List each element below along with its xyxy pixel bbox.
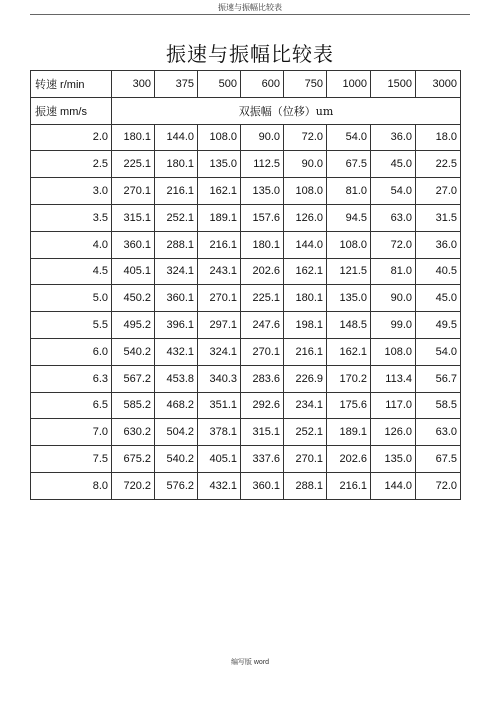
amplitude-cell: 162.1	[327, 338, 371, 365]
table-row	[31, 204, 461, 231]
amplitude-cell: 72.0	[284, 124, 327, 151]
amplitude-cell: 108.0	[284, 178, 327, 205]
table-row	[31, 124, 461, 151]
amplitude-cell: 90.0	[284, 151, 327, 178]
amplitude-cell: 226.9	[284, 365, 327, 392]
velocity-cell: 8.0	[31, 472, 112, 499]
amplitude-cell: 36.0	[416, 231, 461, 258]
amplitude-cell: 94.5	[327, 204, 371, 231]
amplitude-cell: 468.2	[155, 392, 198, 419]
page-header: 振速与振幅比较表	[218, 3, 282, 12]
amplitude-cell: 360.1	[155, 285, 198, 312]
table-row	[31, 312, 461, 339]
amplitude-cell: 252.1	[284, 419, 327, 446]
speed-cell: 600	[241, 71, 284, 98]
amplitude-cell: 31.5	[416, 204, 461, 231]
amplitude-cell: 225.1	[112, 151, 155, 178]
amplitude-cell: 162.1	[198, 178, 241, 205]
amplitude-cell: 45.0	[416, 285, 461, 312]
amplitude-cell: 90.0	[371, 285, 416, 312]
table-row	[31, 419, 461, 446]
amplitude-cell: 216.1	[284, 338, 327, 365]
amplitude-cell: 202.6	[327, 446, 371, 473]
amplitude-cell: 108.0	[371, 338, 416, 365]
amplitude-cell: 180.1	[112, 124, 155, 151]
amplitude-cell: 288.1	[155, 231, 198, 258]
amplitude-cell: 396.1	[155, 312, 198, 339]
amplitude-cell: 162.1	[284, 258, 327, 285]
velocity-cell: 5.0	[31, 285, 112, 312]
page-footer: 编写版 word	[230, 659, 270, 666]
speed-header-row	[31, 71, 461, 98]
amplitude-cell: 90.0	[241, 124, 284, 151]
speed-cell: 1000	[327, 71, 371, 98]
velocity-cell: 6.5	[31, 392, 112, 419]
amplitude-cell: 126.0	[371, 419, 416, 446]
amplitude-cell: 288.1	[284, 472, 327, 499]
table-row	[31, 178, 461, 205]
amplitude-cell: 67.5	[416, 446, 461, 473]
velocity-cell: 4.5	[31, 258, 112, 285]
amplitude-label: 双振幅（位移）um	[112, 97, 461, 124]
speed-cell: 750	[284, 71, 327, 98]
table-row	[31, 151, 461, 178]
amplitude-cell: 270.1	[241, 338, 284, 365]
amplitude-cell: 405.1	[112, 258, 155, 285]
amplitude-cell: 144.0	[155, 124, 198, 151]
speed-cell: 375	[155, 71, 198, 98]
velocity-cell: 6.3	[31, 365, 112, 392]
amplitude-cell: 135.0	[241, 178, 284, 205]
amplitude-cell: 72.0	[371, 231, 416, 258]
velocity-cell: 5.5	[31, 312, 112, 339]
amplitude-cell: 297.1	[198, 312, 241, 339]
amplitude-cell: 108.0	[327, 231, 371, 258]
amplitude-cell: 576.2	[155, 472, 198, 499]
amplitude-cell: 234.1	[284, 392, 327, 419]
amplitude-cell: 283.6	[241, 365, 284, 392]
amplitude-cell: 63.0	[416, 419, 461, 446]
amplitude-cell: 247.6	[241, 312, 284, 339]
amplitude-cell: 58.5	[416, 392, 461, 419]
velocity-cell: 2.0	[31, 124, 112, 151]
amplitude-cell: 315.1	[112, 204, 155, 231]
amplitude-cell: 202.6	[241, 258, 284, 285]
amplitude-cell: 54.0	[371, 178, 416, 205]
amplitude-cell: 216.1	[327, 472, 371, 499]
speed-cell: 300	[112, 71, 155, 98]
amplitude-cell: 27.0	[416, 178, 461, 205]
amplitude-cell: 126.0	[284, 204, 327, 231]
vibration-comparison-table	[30, 70, 461, 500]
amplitude-cell: 567.2	[112, 365, 155, 392]
velocity-cell: 7.0	[31, 419, 112, 446]
amplitude-cell: 270.1	[284, 446, 327, 473]
amplitude-cell: 81.0	[327, 178, 371, 205]
amplitude-cell: 453.8	[155, 365, 198, 392]
amplitude-cell: 198.1	[284, 312, 327, 339]
amplitude-cell: 292.6	[241, 392, 284, 419]
amplitude-cell: 180.1	[284, 285, 327, 312]
velocity-cell: 4.0	[31, 231, 112, 258]
speed-cell: 500	[198, 71, 241, 98]
amplitude-cell: 315.1	[241, 419, 284, 446]
amplitude-cell: 432.1	[198, 472, 241, 499]
amplitude-cell: 135.0	[198, 151, 241, 178]
amplitude-cell: 56.7	[416, 365, 461, 392]
velocity-cell: 3.5	[31, 204, 112, 231]
amplitude-cell: 40.5	[416, 258, 461, 285]
amplitude-cell: 135.0	[327, 285, 371, 312]
amplitude-cell: 54.0	[327, 124, 371, 151]
table-row	[31, 472, 461, 499]
amplitude-cell: 175.6	[327, 392, 371, 419]
amplitude-cell: 585.2	[112, 392, 155, 419]
amplitude-cell: 450.2	[112, 285, 155, 312]
amplitude-cell: 351.1	[198, 392, 241, 419]
table-row	[31, 338, 461, 365]
amplitude-cell: 216.1	[155, 178, 198, 205]
table-row	[31, 392, 461, 419]
amplitude-cell: 337.6	[241, 446, 284, 473]
amplitude-cell: 189.1	[198, 204, 241, 231]
table-row	[31, 285, 461, 312]
amplitude-cell: 157.6	[241, 204, 284, 231]
amplitude-cell: 49.5	[416, 312, 461, 339]
amplitude-cell: 243.1	[198, 258, 241, 285]
amplitude-cell: 340.3	[198, 365, 241, 392]
speed-cell: 1500	[371, 71, 416, 98]
amplitude-cell: 189.1	[327, 419, 371, 446]
amplitude-cell: 144.0	[284, 231, 327, 258]
velocity-cell: 7.5	[31, 446, 112, 473]
table-row	[31, 365, 461, 392]
amplitude-cell: 225.1	[241, 285, 284, 312]
speed-label: 转速 r/min	[31, 71, 112, 98]
amplitude-cell: 270.1	[112, 178, 155, 205]
amplitude-cell: 22.5	[416, 151, 461, 178]
amplitude-cell: 252.1	[155, 204, 198, 231]
header-divider	[30, 14, 470, 15]
amplitude-cell: 675.2	[112, 446, 155, 473]
speed-cell: 3000	[416, 71, 461, 98]
velocity-cell: 6.0	[31, 338, 112, 365]
amplitude-cell: 630.2	[112, 419, 155, 446]
amplitude-cell: 36.0	[371, 124, 416, 151]
velocity-label: 振速 mm/s	[31, 97, 112, 124]
amplitude-cell: 81.0	[371, 258, 416, 285]
amplitude-cell: 121.5	[327, 258, 371, 285]
amplitude-cell: 67.5	[327, 151, 371, 178]
amplitude-cell: 72.0	[416, 472, 461, 499]
amplitude-cell: 540.2	[155, 446, 198, 473]
amplitude-cell: 170.2	[327, 365, 371, 392]
amplitude-cell: 117.0	[371, 392, 416, 419]
amplitude-cell: 378.1	[198, 419, 241, 446]
amplitude-cell: 216.1	[198, 231, 241, 258]
amplitude-cell: 405.1	[198, 446, 241, 473]
amplitude-cell: 540.2	[112, 338, 155, 365]
amplitude-cell: 54.0	[416, 338, 461, 365]
amplitude-cell: 360.1	[241, 472, 284, 499]
table-body	[31, 71, 461, 500]
table-row	[31, 231, 461, 258]
amplitude-cell: 180.1	[155, 151, 198, 178]
amplitude-cell: 99.0	[371, 312, 416, 339]
page-title: 振速与振幅比较表	[166, 42, 334, 66]
amplitude-cell: 324.1	[155, 258, 198, 285]
amplitude-cell: 504.2	[155, 419, 198, 446]
amplitude-cell: 180.1	[241, 231, 284, 258]
amplitude-cell: 720.2	[112, 472, 155, 499]
amplitude-cell: 113.4	[371, 365, 416, 392]
amplitude-cell: 135.0	[371, 446, 416, 473]
amplitude-cell: 360.1	[112, 231, 155, 258]
velocity-cell: 2.5	[31, 151, 112, 178]
amplitude-cell: 108.0	[198, 124, 241, 151]
amplitude-cell: 18.0	[416, 124, 461, 151]
amplitude-cell: 63.0	[371, 204, 416, 231]
table-row	[31, 446, 461, 473]
table-row	[31, 258, 461, 285]
unit-header-row	[31, 97, 461, 124]
velocity-cell: 3.0	[31, 178, 112, 205]
amplitude-cell: 45.0	[371, 151, 416, 178]
amplitude-cell: 112.5	[241, 151, 284, 178]
amplitude-cell: 432.1	[155, 338, 198, 365]
amplitude-cell: 270.1	[198, 285, 241, 312]
amplitude-cell: 144.0	[371, 472, 416, 499]
amplitude-cell: 324.1	[198, 338, 241, 365]
amplitude-cell: 148.5	[327, 312, 371, 339]
amplitude-cell: 495.2	[112, 312, 155, 339]
